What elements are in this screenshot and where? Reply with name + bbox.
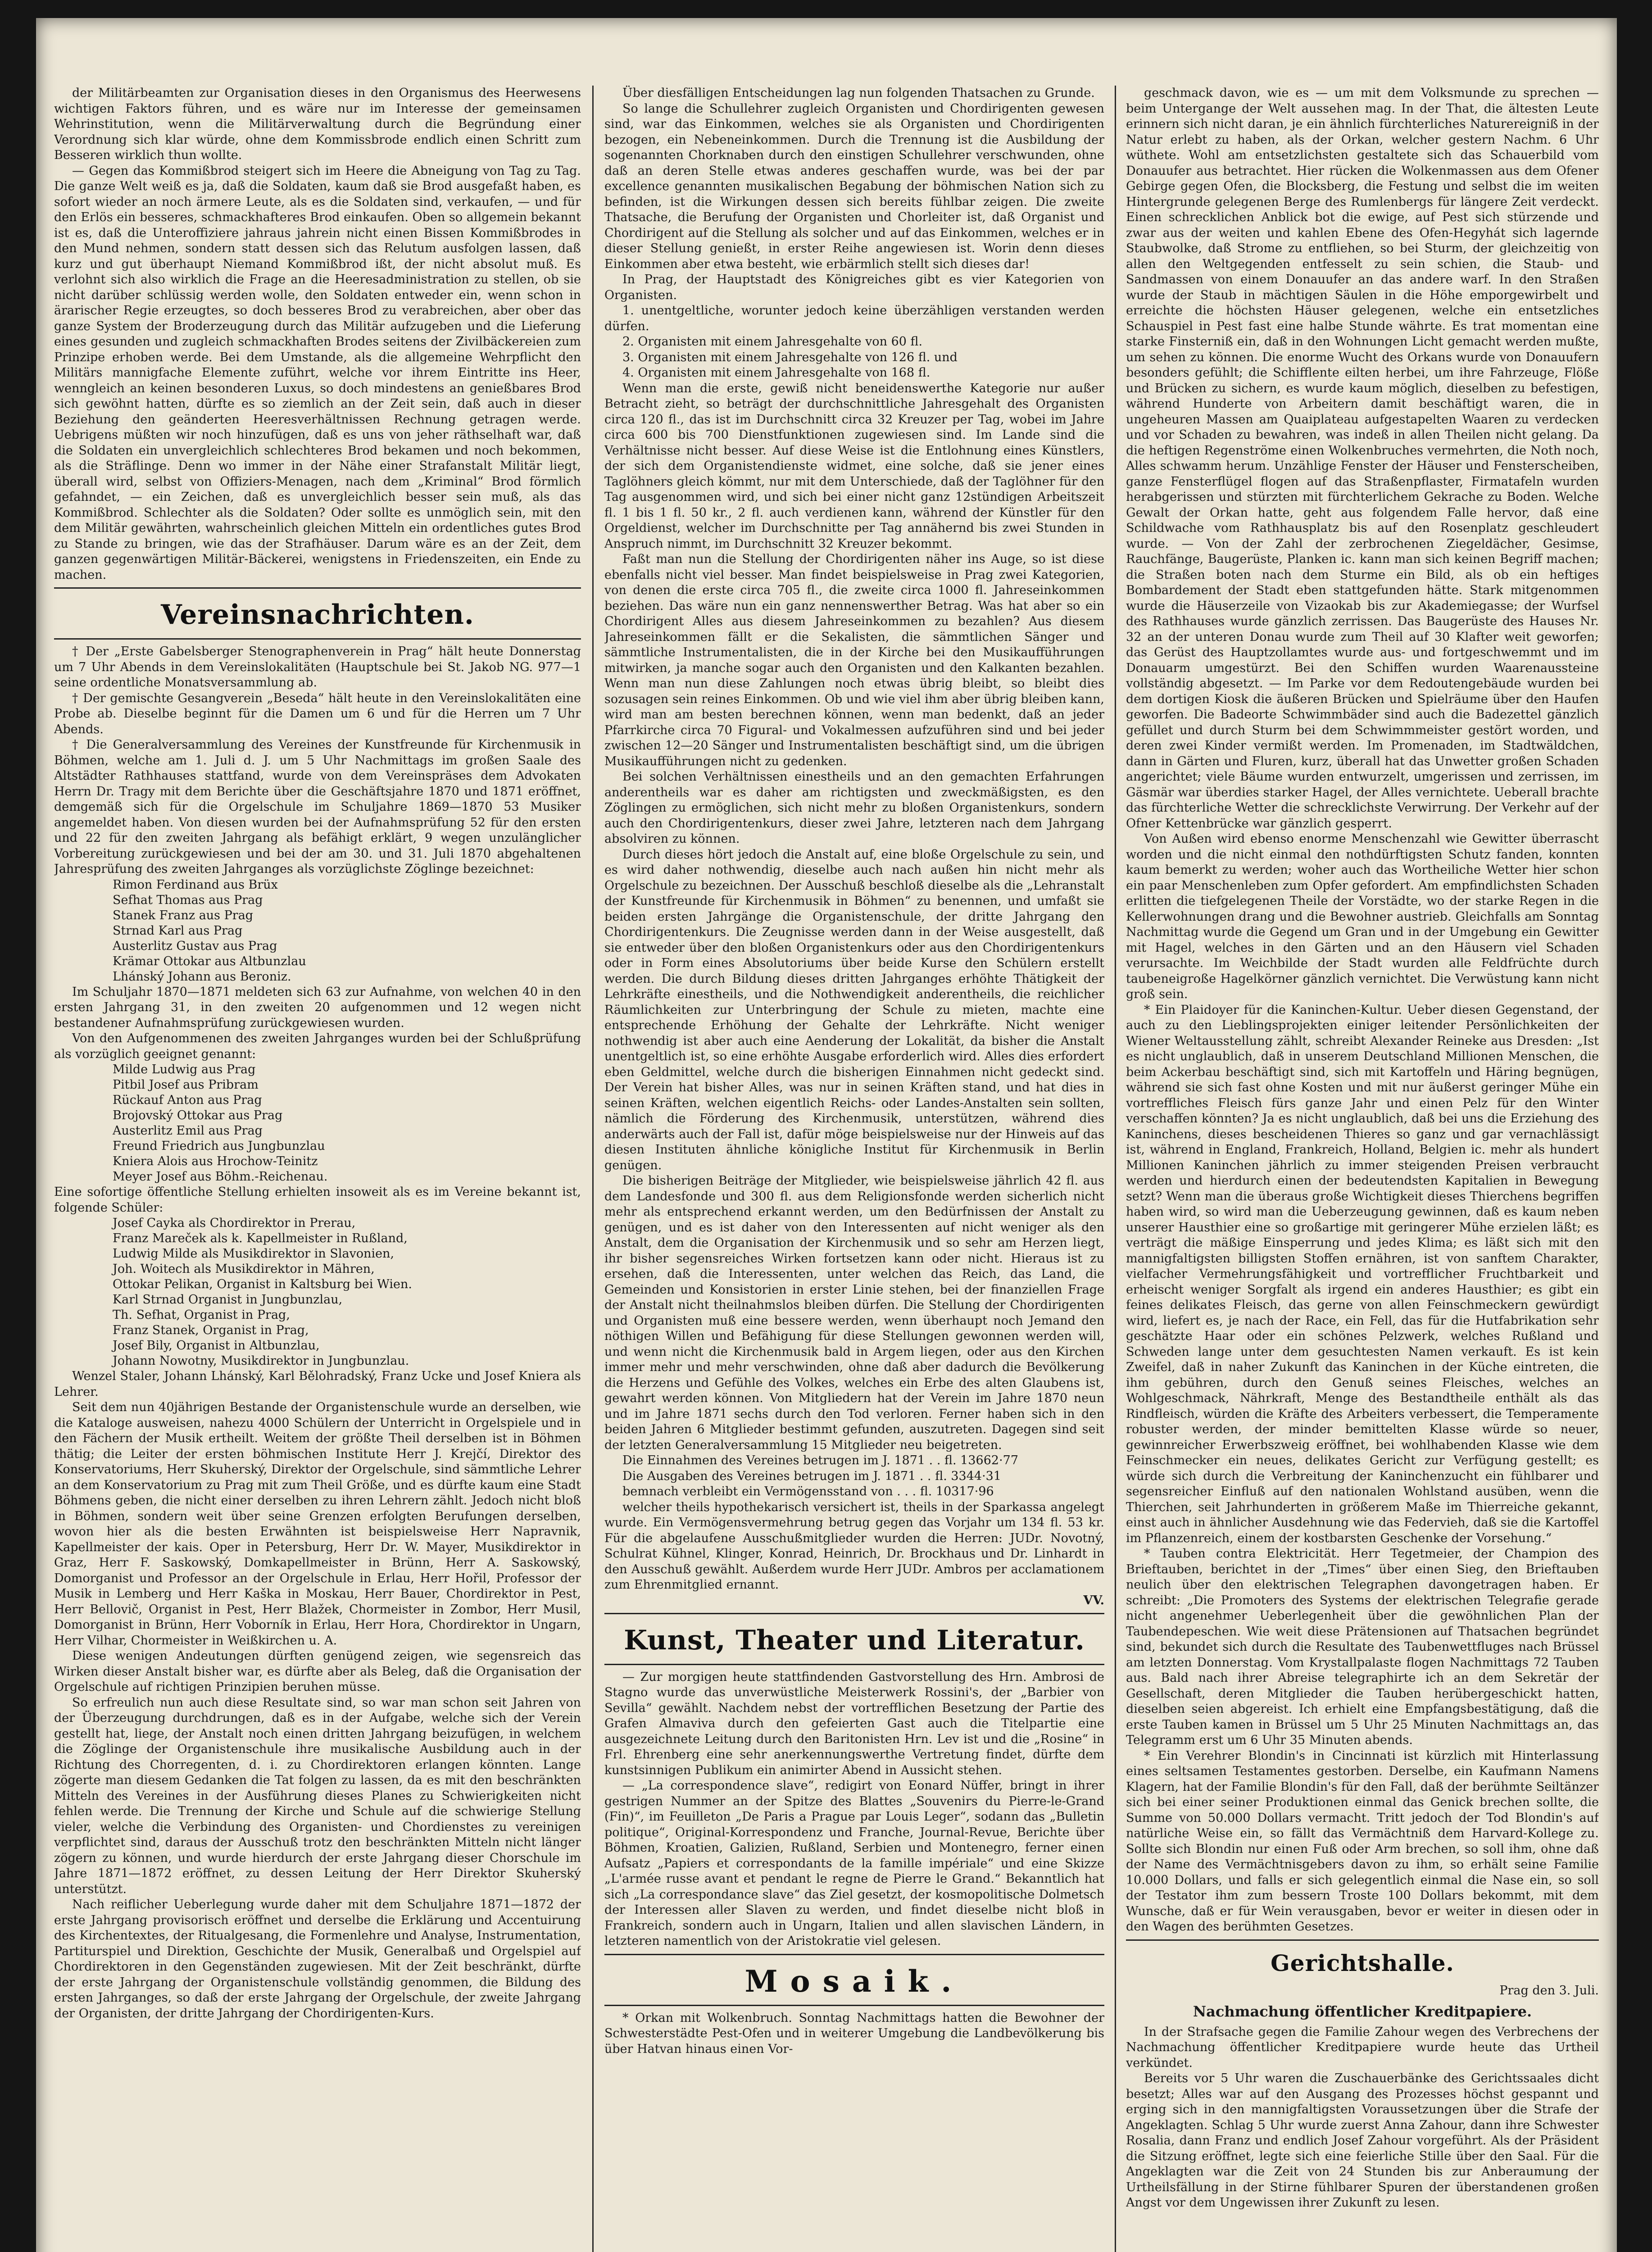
section-rule — [604, 1954, 1104, 1955]
paragraph: — Gegen das Kommißbrod steigert sich im Heere die Abneigung von Tag zu Tag. Die ganze Welt weiß es ja, daß die Soldaten, kaum daß sie Brod ausgefaßt haben, es sofort wieder an noch ärmere Leute, als es die Soldaten sind, verkaufen, — und für den Erlös ein besseres, schmackhafteres Brod einkaufen. Oben so allgemein bekannt ist es, daß die Unteroffiziere jahraus jahrein nicht einen Bissen Kommißbrodes in den Mund nehmen, sondern statt dessen sich das Relutum ausfolgen lassen, daß kurz und gut überhaupt Niemand Kommißbrod ißt, der nicht absolut muß. Es verlohnt sich also wirklich die Frage an die Heeresadministration zu stellen, ob sie nicht darüber schlüssig werden wolle, den Soldaten entweder ein, wenn schon in ärarischer Regie erzeugtes, so doch besseres Brod zu verabreichen, aber ober das ganze System der Broderzeugung durch das Militär aufzugeben und die Lieferung eines gesunden und zugleich schmackhaften Brodes seitens der Zivilbäckereien zum Prinzipe erhoben werde. Bei dem Umstande, als die allgemeine Wehrpflicht den Militärs mannigfache Elemente zuführt, welche vor ihrem Eintritte ins Heer, wenngleich an keinen besonderen Luxus, so doch mindestens an genießbares Brod sich gewöhnt hatten, dürfte es so ziemlich an der Zeit sein, daß auch in dieser Beziehung den geänderten Heeresverhältnissen Rechnung getragen werde. Uebrigens müßten wir noch hinzufügen, daß es uns von jeher räthselhaft war, daß die Soldaten ein unvergleichlich schlechteres Brod bekamen und noch bekommen, als die Sträflinge. Denn wo immer in der Nähe einer Strafanstalt Militär liegt, überall wird, selbst von Offiziers-Menagen, nach dem „Kriminal“ Brod förmlich gefahndet, — ein Zeichen, daß es unvergleichlich besser sein muß, als das Kommißbrod. Schlechter als die Soldaten? Oder sollte es unmöglich sein, mit den dem Militär gewährten, wahrscheinlich gleichen Mitteln ein ordentliches gutes Brod zu Stande zu bringen, wie das der Strafhäuser. Darum wäre es an der Zeit, dem ganzen gegenwärtigen Militär-Bäckerei, wenigstens in Friedenszeiten, ein Ende zu machen. — [54, 163, 581, 582]
paragraph: In der Strafsache gegen die Familie Zahour wegen des Verbrechens der Nachmachung öffentlicher Kreditpapiere wurde heute das Urtheil verkündet. — [1126, 2025, 1599, 2070]
section-title-mosaik: Mosaik. — [744, 1963, 964, 1999]
paragraph: geschmack davon, wie es — um mit dem Volksmunde zu sprechen — beim Untergange der Welt aussehen mag. In der That, die ältesten Leute erinnern sich nicht daran, je ein ähnlich fürchterliches Naturereigniß in der Natur erlebt zu haben, als der Orkan, welcher gestern Nachm. 6 Uhr wüthete. Wohl am entsetzlichsten gestaltete sich das Schauerbild vom Donauufer aus betrachtet. Hier rücken die Wolkenmassen aus dem Ofener Gebirge gegen Ofen, die Blocksberg, die Festung und selbst die im weiten Hintergrunde gelegenen Berge des Rumlenbergs für längere Zeit verdeckt. Einen schrecklichen Anblick bot die ewige, auf Pest sich stürzende und zwar aus der weiten und kahlen Ebene des Ofen-Hegyhát sich lagernde Staubwolke, daß Strome zu entfliehen, so bei Sturm, der gleichzeitig von allen den Weltgegenden entfesselt zu sein schien, die Staub- und Sandmassen von einem Donauufer an das andere warf. In den Straßen wurde der Staub in mächtigen Säulen in die Höhe emporgewirbelt und erreichte die höchsten Häuser gelegenen, welche ein entsetzliches Schauspiel in Pest fast eine halbe Stunde währte. Es trat momentan eine starke Finsterniß ein, daß in den Wohnungen Licht gemacht werden mußte, um sehen zu können. Die enorme Wucht des Orkans wurde von Donauufern besonders gefühlt; die Schifflente eilten herbei, um ihre Fahrzeuge, Flöße und Brücken zu sichern, es wurde kaum möglich, dieselben zu befestigen, während Hunderte von Arbeitern damit beschäftigt waren, die in ungeheuren Massen am Quaiplateau aufgestapelten Waaren zu verdecken und vor Schaden zu bewahren, was indeß in allen Theilen nicht gelang. Da die heftigen Regenströme einen Wolkenbruches vermehrten, die Noth noch, Alles schwamm herum. Unzählige Fenster der Häuser und Fensterscheiben, ganze Fensterflügel flogen auf das Straßenpflaster, Firmatafeln wurden herabgerissen und stürzten mit fürchterlichem Gekrache zu Boden. Welche Gewalt der Orkan hatte, geht aus folgendem Falle hervor, daß eine Schildwache vom Rathhausplatz bis auf den Rosenplatz geschleudert wurde. — Von der Zahl der zerbrochenen Ziegeldächer, Gesimse, Rauchfänge, Baugerüste, Planken ic. kann man sich keinen Begriff machen; die Straßen boten nach dem Sturme ein Bild, als ob ein heftiges Bombardement der Stadt eben stattgefunden hätte. Stark mitgenommen wurde die Häuserzeile von Vizaokab bis zur Akademiegasse; der Wurfsel des Rathhauses wurde gänzlich zerrissen. Das Baugerüste des Hauses Nr. 32 an der unteren Donau wurde zum Theil auf 30 Klafter weit geworfen; das Gerüst des Hauptzollamtes wurde aus- und fortgeschwemmt und im Donauarm umgestürzt. Bei den Schiffen wurden Waarenaussteine vollständig abgesetzt. — Im Parke vor dem Redoutengebäude wurden bei dem dortigen Kiosk die äußeren Brücken und Spielräume über den Haufen geworfen. Die Badeorte Schwimmbäder sind auch die Badezettel gänzlich gefüllet und durch Sturm bei dem Schwimmmeister gestört worden, und deren zwei Kinder vermißt werden. Im Promenaden, im Stadtwäldchen, dann in Gärten und Fluren, kurz, überall hat das Unwetter großen Schaden angerichtet; viele Bäume wurden entwurzelt, umgerissen und zerrissen, im Gäsmär war überdies starker Hagel, der Alles vernichtete. Ueberall brachte das fürchterliche Wetter die schrecklichste Verwirrung. Der Verkehr auf der Ofner Kettenbrücke war gänzlich gesperrt. — [1126, 86, 1599, 831]
appointee-name: Ottokar Pelikan, Organist in Kaltsburg bei Wien. — [113, 1277, 412, 1291]
student-name: Kniera Alois aus Hrochow-Teinitz — [113, 1154, 318, 1168]
court-case-title: Nachmachung öffentlicher Kreditpapiere. — [1193, 2002, 1532, 2020]
paragraph: Diese wenigen Andeutungen dürften genügend zeigen, wie segensreich das Wirken dieser Anstalt bisher war, es dürfte aber als Beleg, daß die Organisation der Orgelschule auf richtigen Prinzipien beruhen müsse. — [54, 1649, 581, 1694]
paragraph: Durch dieses hört jedoch die Anstalt auf, eine bloße Orgelschule zu sein, und es wird daher nothwendig, dieselbe auch nach außen hin nicht mehr als Orgelschule zu bezeichnen. Der Ausschuß beschloß dieselbe als die „Lehranstalt der Kunstfreunde für Kirchenmusik in Böhmen“ zu benennen, und umfaßt sie beiden ersten Jahrgänge die Organistenschule, der dritte Jahrgang den Chordirigentenkurs. Die Zeugnisse werden dann in der Weise ausgestellt, daß sie entweder über den bloßen Organistenkurs oder aus den Chordirigentenkurs oder in Form eines Absolutoriums über beide Kurse den Schülern erstellt werden. Die durch Bildung dieses dritten Jahrganges erhöhte Thätigkeit der Lehrkräfte einestheils, und die Nothwendigkeit anderentheils, die reichlicher Räumlichkeiten zur Unterbringung der Schule zu mieten, machte eine entsprechende Erhöhung der Gehalte der Lehrkräfte. Nicht weniger nothwendig ist aber auch eine Aenderung der Lokalität, da bisher die Anstalt unentgeltlich ist, so eine erhöhte Ausgabe erforderlich wird. Alles dies erfordert eben Geldmittel, welche durch die bisherigen Einnahmen nicht gedeckt sind. Der Verein hat bisher Alles, was nur in seinen Kräften stand, und hat dies in seinen Kräften, welchen eigentlich Reichs- oder Landes-Anstalten sein sollten, nämlich die Förderung des Kirchenmusik, unterstützen, während dies anderwärts auch der Fall ist, dafür möge beispielsweise nur der Hinweis auf das diesen Instituten ähnliche königliche Institut für Kirchenmusik in Berlin genügen. — [604, 847, 1104, 1172]
student-name: Strnad Karl aus Prag — [113, 923, 243, 938]
student-name: Milde Ludwig aus Prag — [113, 1062, 256, 1076]
student-name: Krämar Ottokar aus Altbunzlau — [113, 954, 306, 968]
kunst-article — [604, 1670, 1104, 1949]
paragraph: * Tauben contra Elektricität. Herr Tegetmeier, der Champion des Brieftauben, berichtet in der „Times“ über einen Sieg, den Brieftauben neulich über den elektrischen Telegraphen davongetragen haben. Er schreibt: „Die Promoters des Systems der elektrischen Telegrafie gerade nicht angenehmer Ueberlegenheit über die gewöhnlichen Plan der Taubendepeschen. Wie weit diese Prätensionen auf Thatsachen begründet sind, bekundet sich durch die Resultate des Taubenwettfluges nach Brüssel am letzten Donnerstag. Vom Krystallpalaste flogen Nachmittags 72 Tauben aus. Bald nach ihrer Abreise telegraphirte ich an dem Sekretär der Gesellschaft, deren Mitglieder die Tauben herübergeschickt hatten, dieselben seien abgereist. Ich erhielt eine Empfangsbestätigung, daß die erste Tauben kamen in Brüssel um 5 Uhr 25 Minuten Nachmittags an, das Telegramm erst um 6 Uhr 35 Minuten abends. — [1126, 1547, 1599, 1747]
paragraph: Faßt man nun die Stellung der Chordirigenten näher ins Auge, so ist diese ebenfalls nicht viel besser. Man findet beispielsweise in Prag zwei Kategorien, von denen die erste circa 705 fl., die zweite circa 1000 fl. Jahreseinkommen beziehen. Das wäre nun ein ganz nennenswerther Betrag. Was hat aber so ein Chordirigent Alles aus diesem Jahreseinkommen zu bezahlen? Aus diesem Jahreseinkommen fällt er die Sekalisten, die sämmtlichen Sänger und sämmtliche Instrumentalisten, die in der Kirche bei den Musikaufführungen mitwirken, ja manche sogar auch den Organisten und den Kalkanten bezahlen. Wenn man nun diese Zahlungen noch etwas übrig bleibt, so bleibt dies sozusagen sein reines Einkommen. Ob und wie viel ihm aber übrig bleiben kann, wird man am besten berechnen können, wenn man bedenkt, daß an jeder Pfarrkirche circa 70 Figural- und Vokalmessen aufzuführen sind und bei jeder zwischen 12—20 Sänger und Instrumentalisten beschäftigt sind, um die übrigen Musikaufführungen nicht zu gedenken. — [604, 552, 1104, 768]
paragraph: Seit dem nun 40jährigen Bestande der Organistenschule wurde an derselben, wie die Kataloge ausweisen, nahezu 4000 Schülern der Unterricht in Orgelspiele und in den Fächern der Musik ertheilt. Weitem der größte Theil derselben ist in Böhmen thätig; die Leiter der ersten böhmischen Institute Herr J. Krejčí, Direktor des Konservatoriums, Herr Skuherský, Direktor der Orgelschule, sind sämmtliche Lehrer an dem Konservatorium zu Prag mit zum Theil Größe, und es dürfte kaum eine Stadt Böhmens geben, die nicht einer derselben zu ihren Lehrern zählt. Jedoch nicht bloß in Böhmen, sondern weit über seine Grenzen erfolgten Berufungen derselben, wovon hier als die besten Erwähnten ist beispielsweise Herr Napravnik, Kapellmeister der kais. Oper in Petersburg, Herr Dr. W. Mayer, Musikdirektor in Graz, Herr F. Saskowský, Domkapellmeister in Brünn, Herr A. Saskowský, Domorganist und Professor an der Orgelschule in Erlau, Herr Hořil, Professor der Musik in Lemberg und Herr Kaška in Moskau, Herr Bauer, Chordirektor in Pest, Herr Bellovič, Organist in Pest, Herr Blažek, Chormeister in Zombor, Herr Musil, Domorganist in Brünn, Herr Voborník in Erlau, Herr Hora, Chordirektor in Ungarn, Herr Vilhar, Chormeister in Weißkirchen u. A. — [54, 1400, 581, 1648]
paragraph: 3. Organisten mit einem Jahresgehalte von 126 fl. und — [622, 350, 958, 364]
paragraph: welcher theils hypothekarisch versichert ist, theils in der Sparkassa angelegt wurde. Ein Vermögensvermehrung betrug gegen das Vorjahr um 134 fl. 53 kr. Für die abgelaufene Ausschußmitglieder wurden die Herren: JUDr. Novotný, Schulrat Kühnel, Klinger, Konrad, Heinrich, Dr. Brockhaus und Dr. Linhardt in den Ausschuß gewählt. Außerdem wurde Herr JUDr. Ambros per acclamationem zum Ehrenmitglied ernannt. — [604, 1500, 1104, 1592]
column-3 — [1126, 86, 1599, 2252]
student-name: Meyer Josef aus Böhm.-Reichenau. — [113, 1170, 328, 1184]
paragraph: Von Außen wird ebenso enorme Menschenzahl wie Gewitter überrascht worden und die nicht einmal den nothdürftigsten Schutz fanden, konnten kaum bemerkt zu werden; woher auch das Wortheiliche Wetter hier schon ein paar Menschenleben zum Opfer gefordert. Am empfindlichsten Schaden erlitten die tiefgelegenen Theile der Vorstädte, wo der starke Regen in die Kellerwohnungen drang und die Bewohner austrieb. Gleichfalls am Sonntag Nachmittag wurde die Gegend um Gran und in der Umgebung ein Gewitter mit Hagel, welches in den Gärten und an den Häusern viel Schaden verursachte. Im Weichbilde der Stadt wurden alle Feldfrüchte durch taubeneigroße Hagelkörner gänzlich vernichtet. Die Verwüstung kann nicht groß sein. — [1126, 832, 1599, 1001]
paragraph: † Die Generalversammlung des Vereines der Kunstfreunde für Kirchenmusik in Böhmen, welche am 1. Juli d. J. um 5 Uhr Nachmittags im großen Saale des Altstädter Rathhauses stattfand, wurde von dem Vereinspräses dem Advokaten Herrn Dr. Tragy mit dem Berichte über die Geschäftsjahre 1870 und 1871 eröffnet, demgemäß sich für die Orgelschule im Schuljahre 1869—1870 53 Musiker angemeldet haben. Von diesen wurden bei der Aufnahmsprüfung 52 für den ersten und 22 für den zweiten Jahrgang als befähigt erklärt, 9 wegen unzulänglicher Vorbereitung zurückgewiesen und bei der am 30. und 31. Juli 1870 abgehaltenen Jahresprüfung des zweiten Jahrganges als vorzüglichste Zöglinge bezeichnet: — [54, 738, 581, 876]
appointee-name: Franz Stanek, Organist in Prag, — [113, 1323, 309, 1337]
paragraph: * Ein Verehrer Blondin's in Cincinnati ist kürzlich mit Hinterlassung eines seltsamen Testamentes gestorben. Derselbe, ein Kaufmann Namens Klagern, hat der Familie Blondin's für den Fall, daß der berühmte Seiltänzer sich bei einer seiner Produktionen einmal das Genick brechen sollte, die Summe von 50.000 Dollars vermacht. Tritt jedoch der Tod Blondin's auf natürliche Weise ein, so fällt das Vermächtniß dem Harvard-Kollege zu. Sollte sich Blondin nur einen Fuß oder Arm brechen, so soll ihm, ohne daß der Name des Vermächtnisgebers davon zu ihm, so erhält seine Familie 10.000 Dollars, und falls er sich gelegentlich einmal die Nase ein, so soll der Testator ihm zum bessern Troste 100 Dollars bekommt, mit dem Wunsche, daß er für Wein verausgaben, bevor er weiter in diesen oder in den Wagen des berühmten Gesetzes. — [1126, 1748, 1599, 1934]
organist-school-article — [604, 86, 1104, 1593]
paragraph: Nach reiflicher Ueberlegung wurde daher mit dem Schuljahre 1871—1872 der erste Jahrgang provisorisch eröffnet und derselbe die Erklärung und Accentuirung des Kirchentextes, der Ritualgesang, die Formenlehre und Analyse, Instrumentation, Partiturspiel und Direktion, Geschichte der Musik, Generalbaß und Orgelspiel auf Chordirektoren in den Gegenständen zugewiesen. Mit der Zeit beschränkt, dürfte der erste Jahrgang der Organistenschule vollständig genommen, die Bildung des ersten Jahrganges, so daß der erste Jahrgang der Orgelschule, der zweite Jahrgang der Organisten, der dritte Jahrgang der Chordirigenten-Kurs. — [54, 1898, 581, 2020]
section-rule — [54, 587, 581, 589]
paragraph: Wenzel Staler, Johann Lhánský, Karl Bělohradský, Franz Ucke und Josef Kniera als Lehrer. — [54, 1369, 581, 1399]
appointee-name: Josef Cayka als Chordirektor in Prerau, — [113, 1216, 356, 1230]
appointment-intro: Eine sofortige öffentliche Stellung erhielten insoweit als es im Vereine bekannt ist, folgende Schüler: — [54, 1185, 581, 1215]
student-name: Sefhat Thomas aus Prag — [113, 893, 263, 907]
section-title-kunst: Kunst, Theater und Literatur. — [624, 1624, 1085, 1656]
student-list-2 — [113, 1062, 581, 1185]
paragraph: Die Einnahmen des Vereines betrugen im J. 1871 . . fl. 13662·77 — [622, 1453, 1019, 1467]
paragraph: * Ein Plaidoyer für die Kaninchen-Kultur. Ueber diesen Gegenstand, der auch zu den Lieblingsprojekten einiger leitender Persönlichkeiten der Wiener Weltausstellung zählt, schreibt Alexander Reineke aus Dresden: „Ist es nicht unglaublich, daß in unserem Deutschland Millionen Menschen, die beim Ackerbau beschäftigt sind, sich mit Kartoffeln und Häring begnügen, während sie sich fast ohne Kosten und mit nur äußerst geringer Mühe ein vortreffliches Fleisch fürs ganze Jahr und einen Pelz für den Winter verschaffen könnten? Ja es nicht unglaublich, daß bei uns die Erziehung des Kaninchens, dieses bescheidenen Thieres so ganz und gar vernachlässigt ist, während in England, Frankreich, Holland, Belgien ic. mehr als hundert Millionen Kaninchen jährlich zu immer steigenden Preisen verbraucht werden und hierdurch einen der bedeutendsten Kapitalien in Bewegung setzt? Wenn man die überaus große Wichtigkeit dieses Thierchens begriffen haben wird, so wird man die Ueberzeugung gewinnen, daß es kaum neben unserer Hausthier eine so großartige mit geringerer Mühe erzielen läßt; es verträgt die mäßige Einsperrung und jedes Klima; es läßt sich mit den mannigfaltigsten billigsten Stoffen ernähren, ist von sanftem Charakter, vielfacher Vermehrungsfähigkeit und vortrefflicher Fruchtbarkeit und erheischt weniger Sorgfalt als irgend ein anderes Hausthier; es gibt ein feines delikates Fleisch, das gerne von allen Feinschmeckern gewürdigt wird, liefert es, je nach der Race, ein Fell, das für die Hutfabrikation sehr geschätzte Haar oder ein schönes Pelzwerk, welches Rußland und Schweden lange unter dem gesuchtesten Namen verkauft. Es ist kein Zweifel, daß in naher Zukunft das Kaninchen in der Küche eintreten, die ihm gebühren, durch den Genuß seines Fleisches, welches an Wohlgeschmack, Nährkraft, Menge des Bestandtheile enthält als das Rindfleisch, würden die Kräfte des Arbeiters verbessert, die Temperamente robuster werden, der minder bemittelten Klasse würde so neuer, gewinnreicher Erwerbszweig eröffnet, bei wohlhabenden Klasse wie dem Feinschmecker ein neues, delikates Gericht zur Verfügung gestellt; es würde sich durch die Verbreitung der Kaninchenzucht ein fühlbarer und segensreicher Einfluß auf den nationalen Wohlstand ausüben, wenn die Thierchen, seit Jahrhunderten in größerem Maße im Thierreiche gekannt, einst auch in ähnlicher Ausdehnung wie das Federvieh, daß sie die Kartoffel im Pflanzenreich, einem der kostbarsten Geschenke der Vorsehung.“ — [1126, 1003, 1599, 1545]
paragraph: Von den Aufgenommenen des zweiten Jahrganges wurden bei der Schlußprüfung als vorzüglich geeignet genannt: — [54, 1031, 581, 1061]
student-name: Lhánský Johann aus Beroniz. — [113, 969, 291, 984]
mosaik-continued — [1126, 86, 1599, 1935]
column-rule — [1115, 86, 1116, 2252]
appointee-name: Ludwig Milde als Musikdirektor in Slavonien, — [113, 1247, 395, 1261]
paragraph: Bei solchen Verhältnissen einestheils und an den gemachten Erfahrungen anderentheils war es daher am richtigsten und zweckmäßigsten, es den Zöglingen zu ermöglichen, sich nicht mehr zu bloßen Organistenkurs, sondern auch den Chordirigentenkurs, dieser zwei Jahre, letzteren nach dem Jahrgang absolviren zu können. — [604, 770, 1104, 846]
paragraph: der Militärbeamten zur Organisation dieses in den Organismus des Heerwesens wichtigen Faktors führen, und es wäre nur im Interesse der gemeinsamen Wehrinstitution, wenn die Militärverwaltung durch die Begründung einer Verordnung sich klar würde, ohne dem Kommissbrode endlich einen Schritt zum Besseren wirklich thun wollte. — [54, 86, 581, 162]
verein-article-middle — [54, 985, 581, 1062]
court-article — [1126, 2025, 1599, 2211]
student-name: Rückauf Anton aus Prag — [113, 1093, 262, 1107]
column-1 — [54, 86, 581, 2252]
student-name: Brojovský Ottokar aus Prag — [113, 1108, 283, 1122]
paragraph: Die bisherigen Beiträge der Mitglieder, wie beispielsweise jährlich 42 fl. aus dem Landesfonde und 300 fl. aus dem Religionsfonde werden sicherlich nicht mehr als entsprechend erkannt werden, um den Bedürfnissen der Anstalt zu genügen, und es ist daher von den Interessenten auf nicht weniger als den Anstalt, dem die Organisation der Kirchenmusik und so sehr am Herzen liegt, ihr bisher segensreiches Wirken fortsetzen kann oder nicht. Hieraus ist zu ersehen, daß die Interessenten, unter welchen das Reich, das Land, die Gemeinden und Konsistorien in erster Linie stehen, bei der finanziellen Frage der Anstalt nicht theilnahmslos bleiben dürfen. Die Stellung der Chordirigenten und Organisten muß eine bessere werden, wenn überhaupt noch Jemand den nöthigen Willen und Befähigung für diese Stellungen gewonnen werden will, und wenn nicht die Kirchenmusik bald in Argem liegen, oder aus den Kirchen immer mehr und mehr verschwinden, ohne daß aber dadurch die Bevölkerung die Herzens und Gefühle des Volkes, welches ein Erbe des alten Glaubens ist, gewahrt werden können. Von Mitgliedern hat der Verein im Jahre 1870 neun und im Jahre 1871 sechs durch den Tod verloren. Ferner haben sich in den beiden Jahren 6 Mitglieder bestimmt gefunden, auszutreten. Dagegen sind seit der letzten Generalversammlung 15 Mitglieder neu beigetreten. — [604, 1174, 1104, 1452]
section-title-vereinsnachrichten: Vereinsnachrichten. — [161, 599, 474, 631]
appointee-name: Th. Sefhat, Organist in Prag, — [113, 1308, 290, 1322]
appointee-name: Johann Nowotny, Musikdirektor in Jungbunzlau. — [113, 1354, 409, 1368]
newspaper-page — [36, 18, 1617, 2252]
mosaik-article — [604, 2011, 1104, 2057]
paragraph: Wenn man die erste, gewiß nicht beneidenswerthe Kategorie nur außer Betracht zieht, so beträgt der durchschnittliche Jahresgehalt des Organisten circa 120 fl., das ist im Durchschnitt circa 32 Kreuzer per Tag, wobei im Jahre circa 600 bis 700 Dienstfunktionen zugewiesen sind. Im Lande sind die Verhältnisse nicht besser. Auf diese Weise ist die Entlohnung eines Künstlers, der sich dem Organistendienste widmet, eine solche, daß sie jener eines Taglöhners gleich kömmt, nur mit dem Unterschiede, daß der Taglöhner für den Tag ausgenommen wird, und sich bei einer nicht ganz 12stündigen Arbeitszeit fl. 1 bis 1 fl. 50 kr., 2 fl. auch verdienen kann, während der Künstler für den Orgeldienst, welcher im Durchschnitte per Tag annähernd bis zwei Stunden in Anspruch nimmt, im Durchschnitt 32 Kreuzer bekommt. — [604, 381, 1104, 551]
paragraph: 4. Organisten mit einem Jahresgehalte von 168 fl. — [622, 366, 930, 380]
verein-article-bottom — [54, 1369, 581, 2021]
appointee-name: Karl Strnad Organist in Jungbunzlau, — [113, 1293, 343, 1307]
military-bread-article — [54, 86, 581, 583]
section-rule — [604, 1613, 1104, 1614]
student-name: Austerlitz Gustav aus Prag — [113, 939, 277, 953]
verein-article — [54, 644, 581, 877]
paragraph: 1. unentgeltliche, worunter jedoch keine überzähligen verstanden werden dürfen. — [604, 304, 1104, 333]
article-signature: VV. — [1083, 1593, 1104, 1607]
section-rule — [604, 2005, 1104, 2006]
student-name: Pitbil Josef aus Pribram — [113, 1078, 259, 1092]
dateline: Prag den 3. Juli. — [1499, 1983, 1599, 1998]
appointee-name: Josef Bily, Organist in Altbunzlau, — [113, 1339, 320, 1353]
paragraph: † Der „Erste Gabelsberger Stenographenverein in Prag“ hält heute Donnerstag um 7 Uhr Abends in dem Vereinslokalitäten (Hauptschule bei St. Jakob NG. 977—1 seine ordentliche Monatsversammlung ab. — [54, 645, 581, 690]
section-title-gerichtshalle: Gerichtshalle. — [1271, 1949, 1454, 1976]
section-rule — [54, 638, 581, 640]
student-list-1 — [113, 877, 581, 985]
appointee-name: Franz Mareček als k. Kapellmeister in Rußland, — [113, 1231, 408, 1245]
paragraph: bemnach verbleibt ein Vermögensstand von . . . fl. 10317·96 — [622, 1485, 994, 1498]
student-name: Stanek Franz aus Prag — [113, 908, 254, 922]
paragraph: 2. Organisten mit einem Jahresgehalte von 60 fl. — [622, 335, 923, 349]
paragraph: So erfreulich nun auch diese Resultate sind, so war man schon seit Jahren von der Überzeugung durchdrungen, daß es in der Aufgabe, welche sich der Verein gestellt hat, liege, der Anstalt noch einen dritten Jahrgang beizufügen, in welchem die Zöglinge der Organistenschule ihre musikalische Ausbildung auch in der Richtung des Chorregenten, d. i. zu Chordirektoren erlangen könnten. Lange zögerte man diesem Gedanken die Tat folgen zu lassen, da es mit den beschränkten Mitteln des Vereines in der Ausführung dieses Planes zu Schwierigkeiten nicht fehlen werde. Die Trennung der Kirche und Schule auf die schwierige Stellung vieler, welche die Verbindung des Organisten- und Chordienstes zu vereinigen verpflichtet sind, daraus der Ausschuß trotz den beschränkten Mitteln nicht länger zögern zu können, und wurde hierdurch der erste Jahrgang dieser Chorschule im Jahre 1871—1872 eröffnet, zu dessen Leitung der Herr Direktor Skuherský unterstützt. — [54, 1695, 581, 1896]
paragraph: — Zur morgigen heute stattfindenden Gastvorstellung des Hrn. Ambrosi de Stagno wurde das unverwüstliche Meisterwerk Rossini's, der „Barbier von Sevilla“ gewählt. Nachdem nebst der vortrefflichen Besetzung der Partie des Grafen Almaviva durch den gefeierten Gast auch die Titelpartie eine ausgezeichnete Leitung durch den Baritonisten Hrn. Lev ist und die „Rosine“ in Frl. Ehrenberg eine sehr anerkennungswerthe Vertretung findet, dürfte dem kunstsinnigen Publikum ein animirter Abend in Aussicht stehen. — [604, 1670, 1104, 1777]
paragraph: Bereits vor 5 Uhr waren die Zuschauerbänke des Gerichtssaales dicht besetzt; Alles war auf den Ausgang des Prozesses höchst gespannt und erging sich in den mannigfaltigsten Voraussetzungen über die Strafe der Angeklagten. Schlag 5 Uhr wurde zuerst Anna Zahour, dann ihre Schwester Rosalia, dann Franz und endlich Josef Zahour vorgeführt. Als der Präsident die Sitzung eröffnet, legte sich eine feierliche Stille über den Saal. Für die Angeklagten war die Zeit von 24 Stunden bis zur Anberaumung der Urtheilsfällung in der Stirne fühlbarer Spuren der überstandenen großen Angst vor dem Ungewissen ihrer Zukunft zu lesen. — [1126, 2071, 1599, 2210]
student-name: Rimon Ferdinand aus Brüx — [113, 877, 278, 892]
paragraph: So lange die Schullehrer zugleich Organisten und Chordirigenten gewesen sind, war das Einkommen, welches sie als Organisten und Chordirigenten bezogen, ein Nebeneinkommen. Durch die Trennung ist die Ausbildung der sogenannten Chorknaben durch den einstigen Schullehrer verschwunden, ohne daß an deren Stelle etwas anderes geschaffen wurde, was bei der par excellence genannten musikalischen Begabung der böhmischen Nation sich zu befinden, ist die Wirkungen dessen sich bereits fühlbar zeigen. Die zweite Thatsache, die Berufung der Organisten und Chorleiter ist, daß Organist und Chordirigent auf die Stellung als solcher und auf das Einkommen, welches er in dieser Stellung genießt, in erster Reihe angewiesen ist. Worin denn dieses Einkommen aber etwa besteht, wie erbärmlich stellt sich dieses dar! — [604, 101, 1104, 271]
student-name: Austerlitz Emil aus Prag — [113, 1124, 263, 1138]
appointee-name: Joh. Woitech als Musikdirektor in Mähren, — [113, 1262, 375, 1276]
column-2 — [604, 86, 1104, 2252]
section-rule — [604, 1664, 1104, 1665]
paragraph: In Prag, der Hauptstadt des Königreiches gibt es vier Kategorien von Organisten. — [604, 272, 1104, 302]
paragraph: * Orkan mit Wolkenbruch. Sonntag Nachmittags hatten die Bewohner der Schwesterstädte Pest-Ofen und in weiterer Umgebung die Landbevölkerung bis über Hatvan hinaus einen Vor- — [604, 2011, 1104, 2056]
paragraph: Die Ausgaben des Vereines betrugen im J. 1871 . . fl. 3344·31 — [622, 1469, 1002, 1483]
paragraph: Im Schuljahr 1870—1871 meldeten sich 63 zur Aufnahme, von welchen 40 in den ersten Jahrgang 31, in den zweiten 20 aufgenommen und 12 wegen nicht bestandener Aufnahmsprüfung zurückgewiesen wurden. — [54, 985, 581, 1030]
student-name: Freund Friedrich aus Jungbunzlau — [113, 1139, 325, 1153]
paragraph: — „La correspondence slave“, redigirt von Eonard Nüffer, bringt in ihrer gestrigen Nummer an der Spitze des Blattes „Souvenirs du Pierre-le-Grand (Fin)“, im Feuilleton „De Paris a Prague par Louis Leger“, sodann das „Bulletin politique“, Original-Korrespondenz und Franche, Journal-Revue, Berichte über Böhmen, Kroatien, Galizien, Rußland, Serbien und Montenegro, ferner einen Aufsatz „Papiers et correspondants de la famille impériale“ und eine Skizze „L'armée russe avant et pendant le regne de Pierre le Grand.“ Bekanntlich hat sich „La correspondance slave“ das Ziel gesetzt, der kosmopolitische Dolmetsch der Interessen aller Slaven zu werden, und findet dieselbe nicht bloß in Frankreich, sondern auch in Ungarn, Italien und allen slavischen Ländern, in letzteren namentlich von der Aristokratie viel gelesen. — [604, 1779, 1104, 1948]
column-rule — [592, 86, 594, 2252]
paragraph: Über diesfälligen Entscheidungen lag nun folgenden Thatsachen zu Grunde. — [622, 86, 1095, 100]
section-rule — [1126, 1939, 1599, 1941]
paragraph: † Der gemischte Gesangverein „Beseda“ hält heute in den Vereinslokalitäten eine Probe ab. Dieselbe beginnt für die Damen um 6 und für die Herren um 7 Uhr Abends. — [54, 691, 581, 736]
appointment-list — [113, 1216, 581, 1369]
